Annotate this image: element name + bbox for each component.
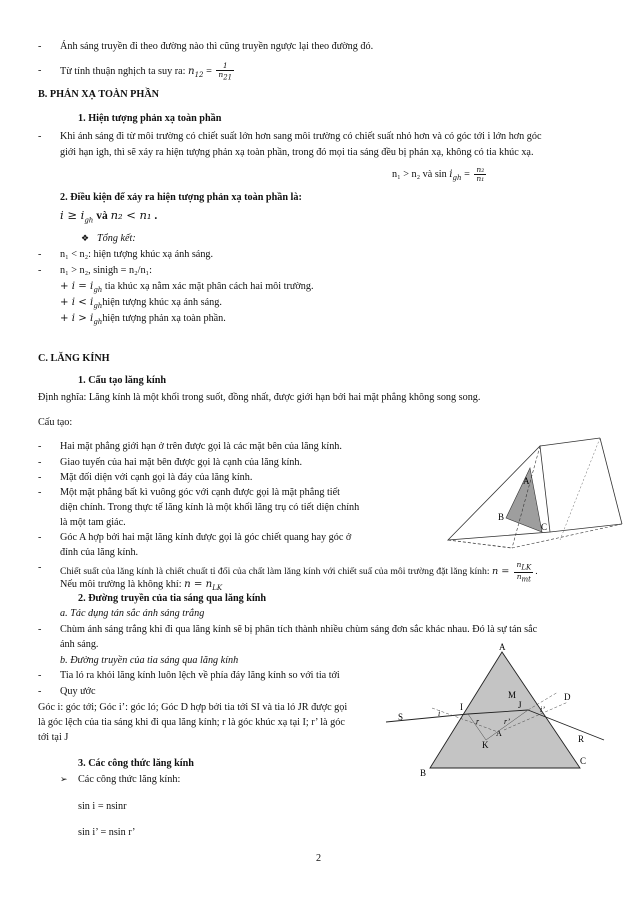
structure-item-5a: Góc A hợp bởi hai mặt lăng kính được gọi là góc chiết quang hay góc ở (60, 532, 352, 543)
structure-item-7: Nếu môi trường là không khí: $n = n_{LK}$ (60, 579, 223, 593)
prism-3d-label-b: B (498, 512, 505, 522)
arrow-bullet-icon: ➢ (60, 774, 68, 784)
dispersion-text-a: Chùm ánh sáng trắng khi đi qua lăng kính sẽ bị phân tích thành nhiều chùm sáng đơn sắc khác nhau. Đó là sự tán sắc (60, 624, 538, 635)
section-b-para-1b: giới hạn igh, thì sẽ xảy ra hiện tượng phản xạ toàn phần, trong đó mọi tia sáng đều bị phản xạ, không có tia khúc xạ. (60, 147, 534, 158)
subheading-b: b. Đường truyền của tia sáng qua lăng kính (60, 655, 239, 666)
diamond-bullet-icon: ❖ (81, 233, 90, 243)
diagram-label-d: D (564, 692, 571, 702)
ray-path-text-1: Tia ló ra khỏi lăng kính luôn lệch về phía đáy lăng kính so với tia tới (60, 670, 340, 681)
bullet-dash: - (38, 472, 42, 483)
total-reflection-formula: n₁ > n₂ và $\sin i_{gh}$ = $\frac{\text{n₂}}{\text{n₁}}$ (392, 165, 485, 183)
convention-label: Quy ước (60, 686, 96, 697)
section-c-heading-3: 3. Các công thức lăng kính (78, 758, 194, 769)
structure-item-2: Giao tuyến của hai mặt bên được gọi là cạnh của lăng kính. (60, 457, 303, 468)
page-number: 2 (316, 853, 322, 864)
bullet-dash: - (38, 670, 42, 681)
bullet-dash: - (38, 624, 42, 635)
structure-item-3: Mặt đối diện với cạnh gọi là đáy của lăng kính. (60, 472, 253, 483)
bullet-dash: - (38, 131, 42, 142)
prism-formula-1: sin i = nsinr (78, 801, 127, 812)
summary-line-3: + $i = i_{gh}$ tia khúc xạ nằm xác mặt phân cách hai môi trường. (60, 281, 314, 295)
diagram-label-angle-i: i (438, 709, 441, 718)
structure-label: Cấu tạo: (38, 417, 73, 428)
diagram-label-r: R (578, 734, 585, 744)
formulas-intro: Các công thức lăng kính: (78, 774, 181, 785)
section-b-para-1a: Khi ánh sáng đi từ môi trường có chiết suất lớn hơn sang môi trường có chiết suất nhỏ hơn và có góc tới i lớn hơn góc (60, 131, 542, 142)
bullet-dash: - (38, 457, 42, 468)
structure-item-5b: đỉnh của lăng kính. (60, 547, 139, 558)
subheading-a: a. Tác dụng tán sắc ánh sáng trắng (60, 608, 205, 619)
prism-formula-2: sin i’ = nsin r’ (78, 827, 136, 838)
structure-item-6: Chiết suất của lăng kính là chiết chuất tỉ đối của chất làm lăng kính với chiết suấ của môi trường đặt lăng kính: n = $\frac{n_{LK}}{n_{mt}}$ . (60, 560, 538, 583)
structure-item-4a: Một mặt phẳng bất kì vuông góc với cạnh được gọi là mặt phẳng tiết (60, 487, 340, 498)
intro-line-1: Ánh sáng truyền đi theo đường nào thì cũng truyền ngược lại theo đường đó. (60, 41, 374, 52)
summary-label: Tổng kết: (97, 233, 136, 244)
diagram-label-angle-r-prime: r’ (504, 717, 511, 726)
convention-text-2: là góc lệch của tia sáng khi đi qua lăng kính; r là góc khúc xạ tại I; r’ là góc (38, 717, 345, 728)
diagram-label-i-point: I (460, 702, 463, 712)
bullet-dash: - (38, 41, 42, 52)
convention-text-1: Góc i: góc tới; Góc i’: góc ló; Góc D hợp bởi tia tới SI và tia ló JR được gọi (38, 702, 348, 713)
summary-line-2: n₁ > n₂, sinigh = n₂/n₁: (60, 265, 152, 276)
structure-item-4b: diện chính. Trong thực tế lăng kính là một khối lăng trụ có tiết diện chính (60, 502, 360, 513)
diagram-label-j: J (518, 700, 522, 710)
bullet-dash: - (38, 532, 42, 543)
diagram-label-c: C (580, 756, 587, 766)
section-b-heading-2: 2. Điều kiện để xảy ra hiện tượng phản xạ toàn phần là: (60, 192, 302, 203)
diagram-label-s: S (398, 712, 404, 722)
section-c-heading-2: 2. Đường truyền của tia sáng qua lăng kính (78, 593, 267, 604)
diagram-label-k: K (482, 740, 489, 750)
prism-3d-label-c: C (541, 522, 548, 532)
bullet-dash: - (38, 441, 42, 452)
bullet-dash: - (38, 249, 42, 260)
bullet-dash: - (38, 65, 42, 76)
diagram-label-m: M (508, 690, 517, 700)
bullet-dash: - (38, 487, 42, 498)
structure-item-1: Hai mặt phẳng giới hạn ở trên được gọi là các mặt bên của lăng kính. (60, 441, 342, 452)
bullet-dash: - (38, 265, 42, 276)
dispersion-text-b: ánh sáng. (60, 639, 99, 650)
prism-3d-label-a: A (523, 476, 530, 486)
summary-line-4: + $i < i_{gh}hiện$ tượng khúc xạ ánh sáng. (60, 297, 222, 311)
diagram-label-angle-a: A (496, 729, 502, 738)
intro-line-2: Từ tính thuận nghịch ta suy ra: $n_{12}$ = $\frac{1}{n_{21}}$ (60, 61, 233, 82)
diagram-label-a: A (499, 642, 506, 652)
diagram-label-b: B (420, 768, 427, 778)
diagram-label-angle-r: r (476, 717, 480, 726)
convention-text-3: tới tại J (38, 732, 69, 743)
diagram-label-angle-i-prime: i’ (540, 705, 545, 714)
bullet-dash: - (38, 562, 42, 573)
section-c-heading-1: 1. Cấu tạo lăng kính (78, 375, 167, 386)
prism-3d-figure (440, 428, 630, 558)
condition-formula: $i \ge i_{gh}$ và n₂ < n₁ . (60, 208, 158, 225)
summary-line-1: n₁ < n₂: hiện tượng khúc xạ ánh sáng. (60, 249, 214, 260)
bullet-dash: - (38, 686, 42, 697)
structure-item-4c: là một tam giác. (60, 517, 126, 528)
section-b-heading-1: 1. Hiện tượng phản xạ toàn phần (78, 113, 222, 124)
summary-line-5: + $i > i_{gh}hiện$ tượng phản xạ toàn phần. (60, 313, 226, 327)
section-c-title: C. LĂNG KÍNH (38, 353, 110, 364)
prism-definition: Định nghĩa: Lăng kính là một khối trong suốt, đồng nhất, được giới hạn bởi hai mặt phẳng không song song. (38, 392, 481, 403)
prism-ray-diagram (368, 640, 630, 782)
section-b-title: B. PHẢN XẠ TOÀN PHẦN (38, 89, 160, 100)
